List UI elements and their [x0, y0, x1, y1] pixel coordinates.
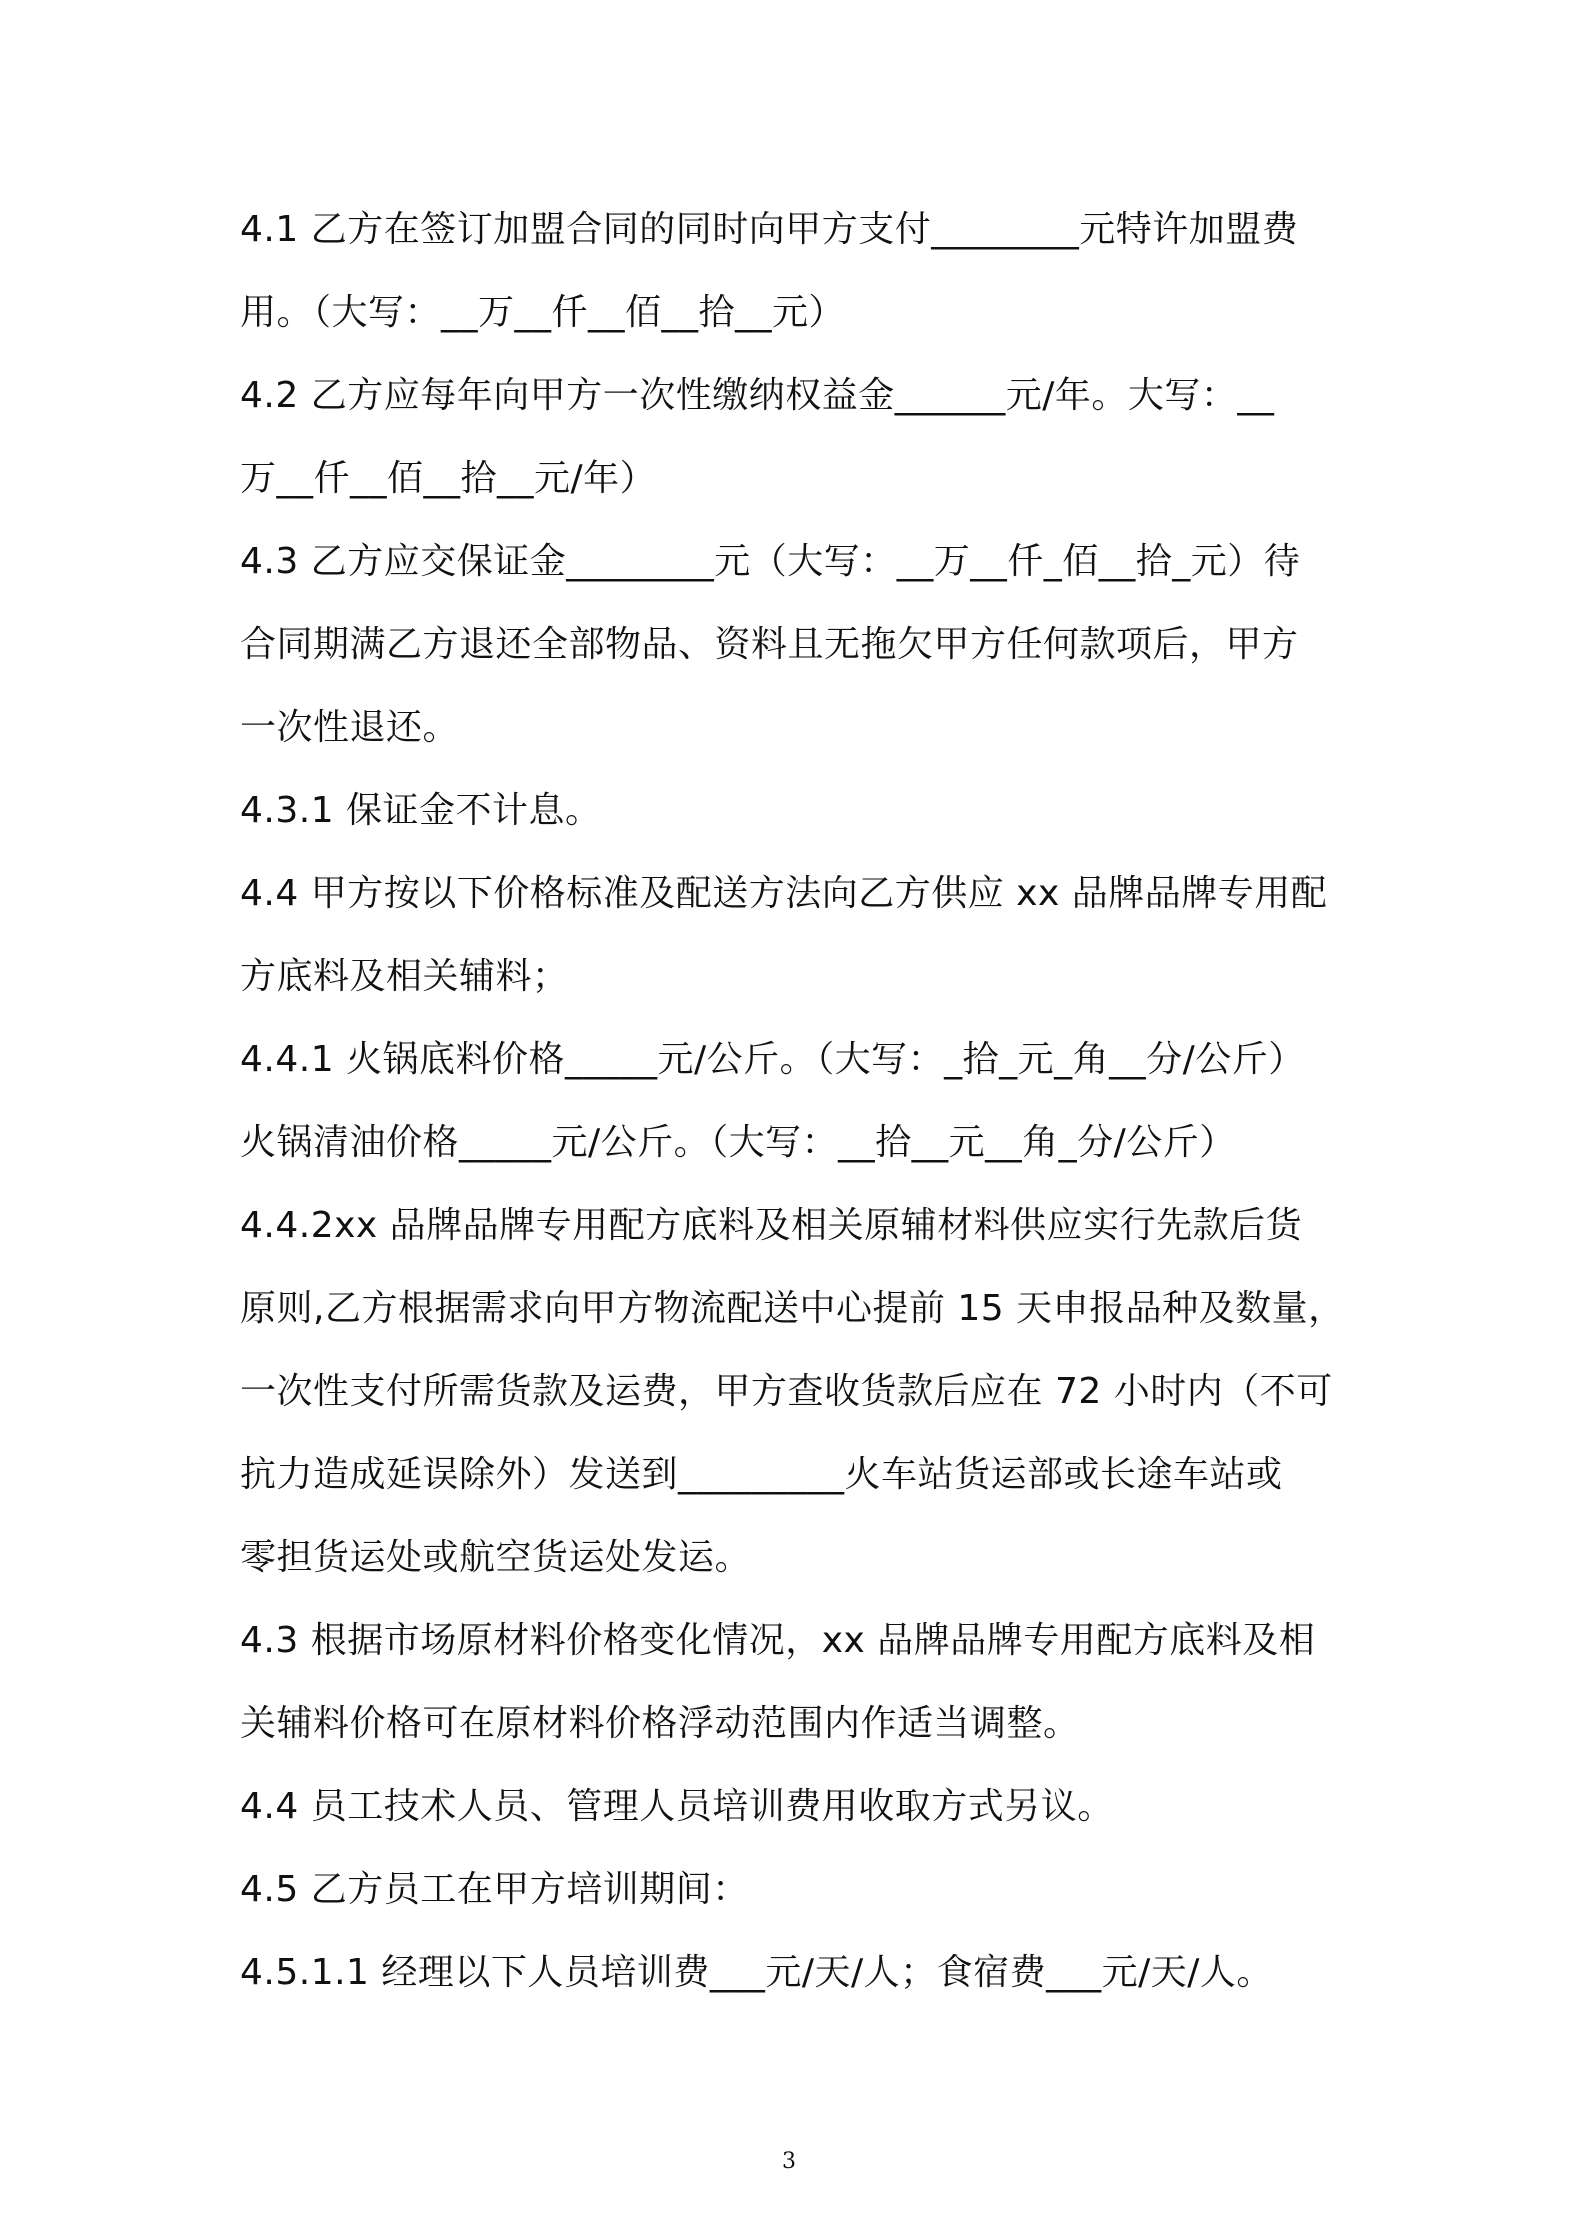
clause-4-2-line-2: 万__仟__佰__拾__元/年）: [240, 458, 657, 499]
clause-4-4-2-line-4: 抗力造成延误除外）发送到_________火车站货运部或长途车站或: [240, 1454, 1283, 1495]
clause-4-3-1: 4.3.1 保证金不计息。: [240, 790, 602, 831]
clause-4-4-2-line-5: 零担货运处或航空货运处发运。: [240, 1537, 752, 1578]
clause-4-4b: 4.4 员工技术人员、管理人员培训费用收取方式另议。: [240, 1786, 1114, 1827]
clause-4-4-1-line-2: 火锅清油价格_____元/公斤。（大写：__拾__元__角_分/公斤）: [240, 1122, 1236, 1163]
clause-4-4-line-1: 4.4 甲方按以下价格标准及配送方法向乙方供应 xx 品牌品牌专用配: [240, 873, 1328, 914]
clause-4-3-line-1: 4.3 乙方应交保证金________元（大写：__万__仟_佰__拾_元）待: [240, 541, 1301, 582]
clause-4-4-2-line-1: 4.4.2xx 品牌品牌专用配方底料及相关原辅材料供应实行先款后货: [240, 1205, 1303, 1246]
clause-4-4-1-line-1: 4.4.1 火锅底料价格_____元/公斤。（大写：_拾_元_角__分/公斤）: [240, 1039, 1305, 1080]
clause-4-5-1-1: 4.5.1.1 经理以下人员培训费___元/天/人；食宿费___元/天/人。: [240, 1952, 1273, 1993]
clause-4-1-line-1: 4.1 乙方在签订加盟合同的同时向甲方支付________元特许加盟费: [240, 209, 1299, 250]
clause-4-4-2-line-2: 原则,乙方根据需求向甲方物流配送中心提前 15 天申报品种及数量，: [240, 1288, 1345, 1329]
page-number: 3: [782, 2149, 796, 2174]
clause-4-3b-line-2: 关辅料价格可在原材料价格浮动范围内作适当调整。: [240, 1703, 1080, 1744]
clause-4-4-line-2: 方底料及相关辅料；: [240, 956, 569, 997]
clause-4-3-line-2: 合同期满乙方退还全部物品、资料且无拖欠甲方任何款项后，甲方: [240, 624, 1299, 665]
clause-4-2-line-1: 4.2 乙方应每年向甲方一次性缴纳权益金______元/年。大写：__: [240, 375, 1275, 416]
clause-4-4-2-line-3: 一次性支付所需货款及运费，甲方查收货款后应在 72 小时内（不可: [240, 1371, 1333, 1412]
clause-4-1-line-2: 用。（大写：__万__仟__佰__拾__元）: [240, 292, 846, 333]
clause-4-5: 4.5 乙方员工在甲方培训期间：: [240, 1869, 749, 1910]
clause-4-3b-line-1: 4.3 根据市场原材料价格变化情况，xx 品牌品牌专用配方底料及相: [240, 1620, 1316, 1661]
clause-4-3-line-3: 一次性退还。: [240, 707, 460, 748]
